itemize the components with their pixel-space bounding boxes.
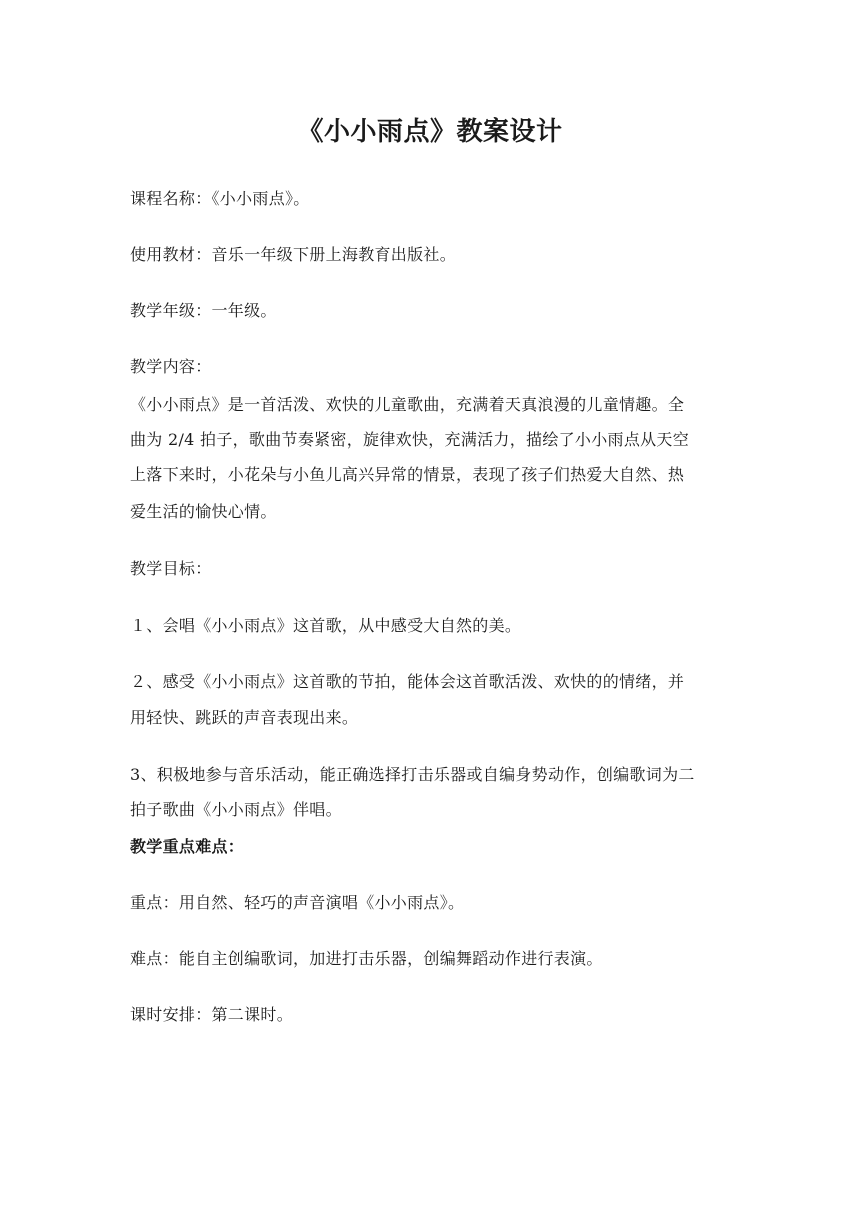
content-heading: 教学内容： [130,357,212,376]
grade-line: 教学年级：一年级。 [130,301,277,320]
content-paragraph-line: 《小小雨点》是一首活泼、欢快的儿童歌曲，充满着天真浪漫的儿童情趣。全 [130,395,685,414]
schedule-line: 课时安排：第二课时。 [130,1005,294,1024]
goal-item-3-line: 拍子歌曲《小小雨点》伴唱。 [130,800,342,819]
content-paragraph-line: 爱生活的愉快心情。 [130,502,277,521]
goal-item-2-line: 用轻快、跳跃的声音表现出来。 [130,708,359,727]
goal-item-3-line: 3、积极地参与音乐活动，能正确选择打击乐器或自编身势动作，创编歌词为二 [130,765,695,784]
textbook-line: 使用教材：音乐一年级下册上海教育出版社。 [130,245,457,264]
key-point-line: 重点：用自然、轻巧的声音演唱《小小雨点》。 [130,893,465,912]
content-paragraph-line: 曲为 2/4 拍子，歌曲节奏紧密，旋律欢快，充满活力，描绘了小小雨点从天空 [130,430,690,449]
key-points-heading: 教学重点难点： [130,837,245,856]
content-paragraph-line: 上落下来时，小花朵与小鱼儿高兴异常的情景，表现了孩子们热爱大自然、热 [130,465,685,484]
goal-item-1: １、会唱《小小雨点》这首歌，从中感受大自然的美。 [130,616,522,635]
course-name-line: 课程名称：《小小雨点》。 [130,189,310,208]
goals-heading: 教学目标： [130,559,212,578]
goal-item-2-line: ２、感受《小小雨点》这首歌的节拍，能体会这首歌活泼、欢快的的情绪，并 [130,672,685,691]
document-title: 《小小雨点》教案设计 [297,117,563,147]
difficulty-line: 难点：能自主创编歌词，加进打击乐器，创编舞蹈动作进行表演。 [130,949,603,968]
